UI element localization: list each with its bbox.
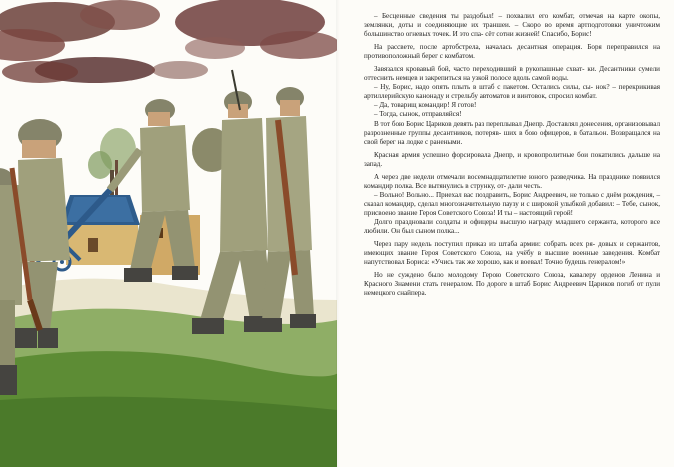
- paragraph: [364, 65, 660, 83]
- text-line: Но не суждено было молодому Герою Советского Союза, кавалеру: [374, 271, 597, 280]
- text-line: Красная армия успешно форсировала Днепр, и кровопролитные бои: [374, 150, 589, 159]
- text-line: дали честь.: [507, 181, 543, 190]
- story-text: [364, 12, 660, 457]
- paragraph: [364, 120, 660, 147]
- paragraph: [364, 218, 660, 236]
- text-line: орденов Ленина и Красного Знамени стать генералом. По дороге в штаб: [364, 271, 661, 289]
- text-line: сёт сотни жизней! Спасибо, Борис!: [485, 30, 592, 39]
- text-line: – Вольно! Вольно... Приехал вас поздравить, Борис Андреевич, не: [374, 190, 577, 199]
- paragraph: [364, 191, 660, 218]
- text-line: покатились дальше на запад.: [364, 150, 660, 168]
- smoke-clouds: [0, 0, 337, 83]
- text-line: с ранеными.: [425, 137, 463, 146]
- text-line: и винтовок, спросил комбат.: [511, 92, 597, 101]
- text-line: донесения, организовывал разрозненные группы десантников, потеряв-: [364, 119, 660, 137]
- text-line: – Да, товарищ командир! Я готов!: [374, 101, 477, 110]
- text-line: паузу и с широкой улыбкой добавил: – Тебе, сынок, присвоено звание: [364, 199, 661, 217]
- paragraph: [364, 151, 660, 169]
- paragraph: [364, 101, 660, 110]
- text-line: переправился на противоположный берег с комбатом.: [364, 43, 660, 61]
- text-line: довых и сержантов, имеющих звание Героя Советского Союза, на учёбу: [364, 240, 661, 258]
- text-line: Через пару недель поступил приказ из штаба армии: собрать всех ря-: [374, 240, 596, 249]
- text-line: на карте окопы, землянки, доты и соединяющие их траншеи. – Скоро во: [364, 12, 660, 30]
- text-line: только с днём рождения, – сказал командир, сделал многозначительную: [364, 190, 661, 208]
- paragraph: [364, 173, 660, 191]
- text-line: время артподготовки уничтожим большинство огневых точек. И это спа-: [364, 21, 660, 39]
- paragraph: [364, 271, 660, 298]
- text-line: вдоль самой воды.: [513, 74, 569, 83]
- text-line: нок? – перекрикивая артиллерийскую канонаду и стрельбу автоматов: [364, 83, 660, 101]
- paragraph: [364, 240, 660, 267]
- text-line: Борис Андреевич Цариков погиб от пули немецкого снайпера.: [364, 280, 661, 298]
- text-line: в высшие военные заведения. Комбат напутствовал Бориса: «Учись так: [364, 249, 661, 267]
- paragraph: [364, 110, 660, 119]
- text-line: Героя Советского Союза! И ты – настоящий герой!: [419, 208, 574, 217]
- text-line: В тот бою Борис Цариков девять раз переплывал Днепр. Доставлял: [374, 119, 578, 128]
- text-line: – Тогда, сынок, отправляйся!: [374, 110, 462, 119]
- text-line: же хорошо, как и воевал! Точно будешь генералом!»: [467, 258, 626, 267]
- text-line: ки. Десантники сумели оттеснить немцев и закрепиться на узкой полосе: [364, 65, 660, 83]
- paragraph: [364, 12, 660, 39]
- paragraph: [364, 43, 660, 61]
- book-gutter: [336, 0, 340, 467]
- text-line: ших в бою офицеров, в батальон. Возвращался на свой берег на лодке: [364, 128, 660, 146]
- paragraph: [364, 83, 660, 101]
- text-line: Завязался кровавый бой, часто переходивший в рукопашные схват-: [374, 65, 585, 74]
- text-line: сержанта, которого все любили. Он был сыном полка...: [364, 217, 660, 236]
- text-line: – Бесценные сведения ты раздобыл! – похвалил его комбат, отмечая: [374, 12, 604, 20]
- text-line: – Ну, Борис, надо опять плыть в штаб с пакетом. Остались силы, сы-: [374, 83, 593, 92]
- text-line: На рассвете, после артобстрела, началась десантная операция. Боря: [374, 43, 602, 52]
- text-line: А через две недели отмечали восемнадцатилетие юного разведчика.: [374, 172, 586, 181]
- text-line: Долго праздновали солдаты и офицеры высшую награду младшего: [374, 217, 586, 226]
- text-line: На празднике появился командир полка. Все вытянулись в струнку, от-: [364, 172, 660, 190]
